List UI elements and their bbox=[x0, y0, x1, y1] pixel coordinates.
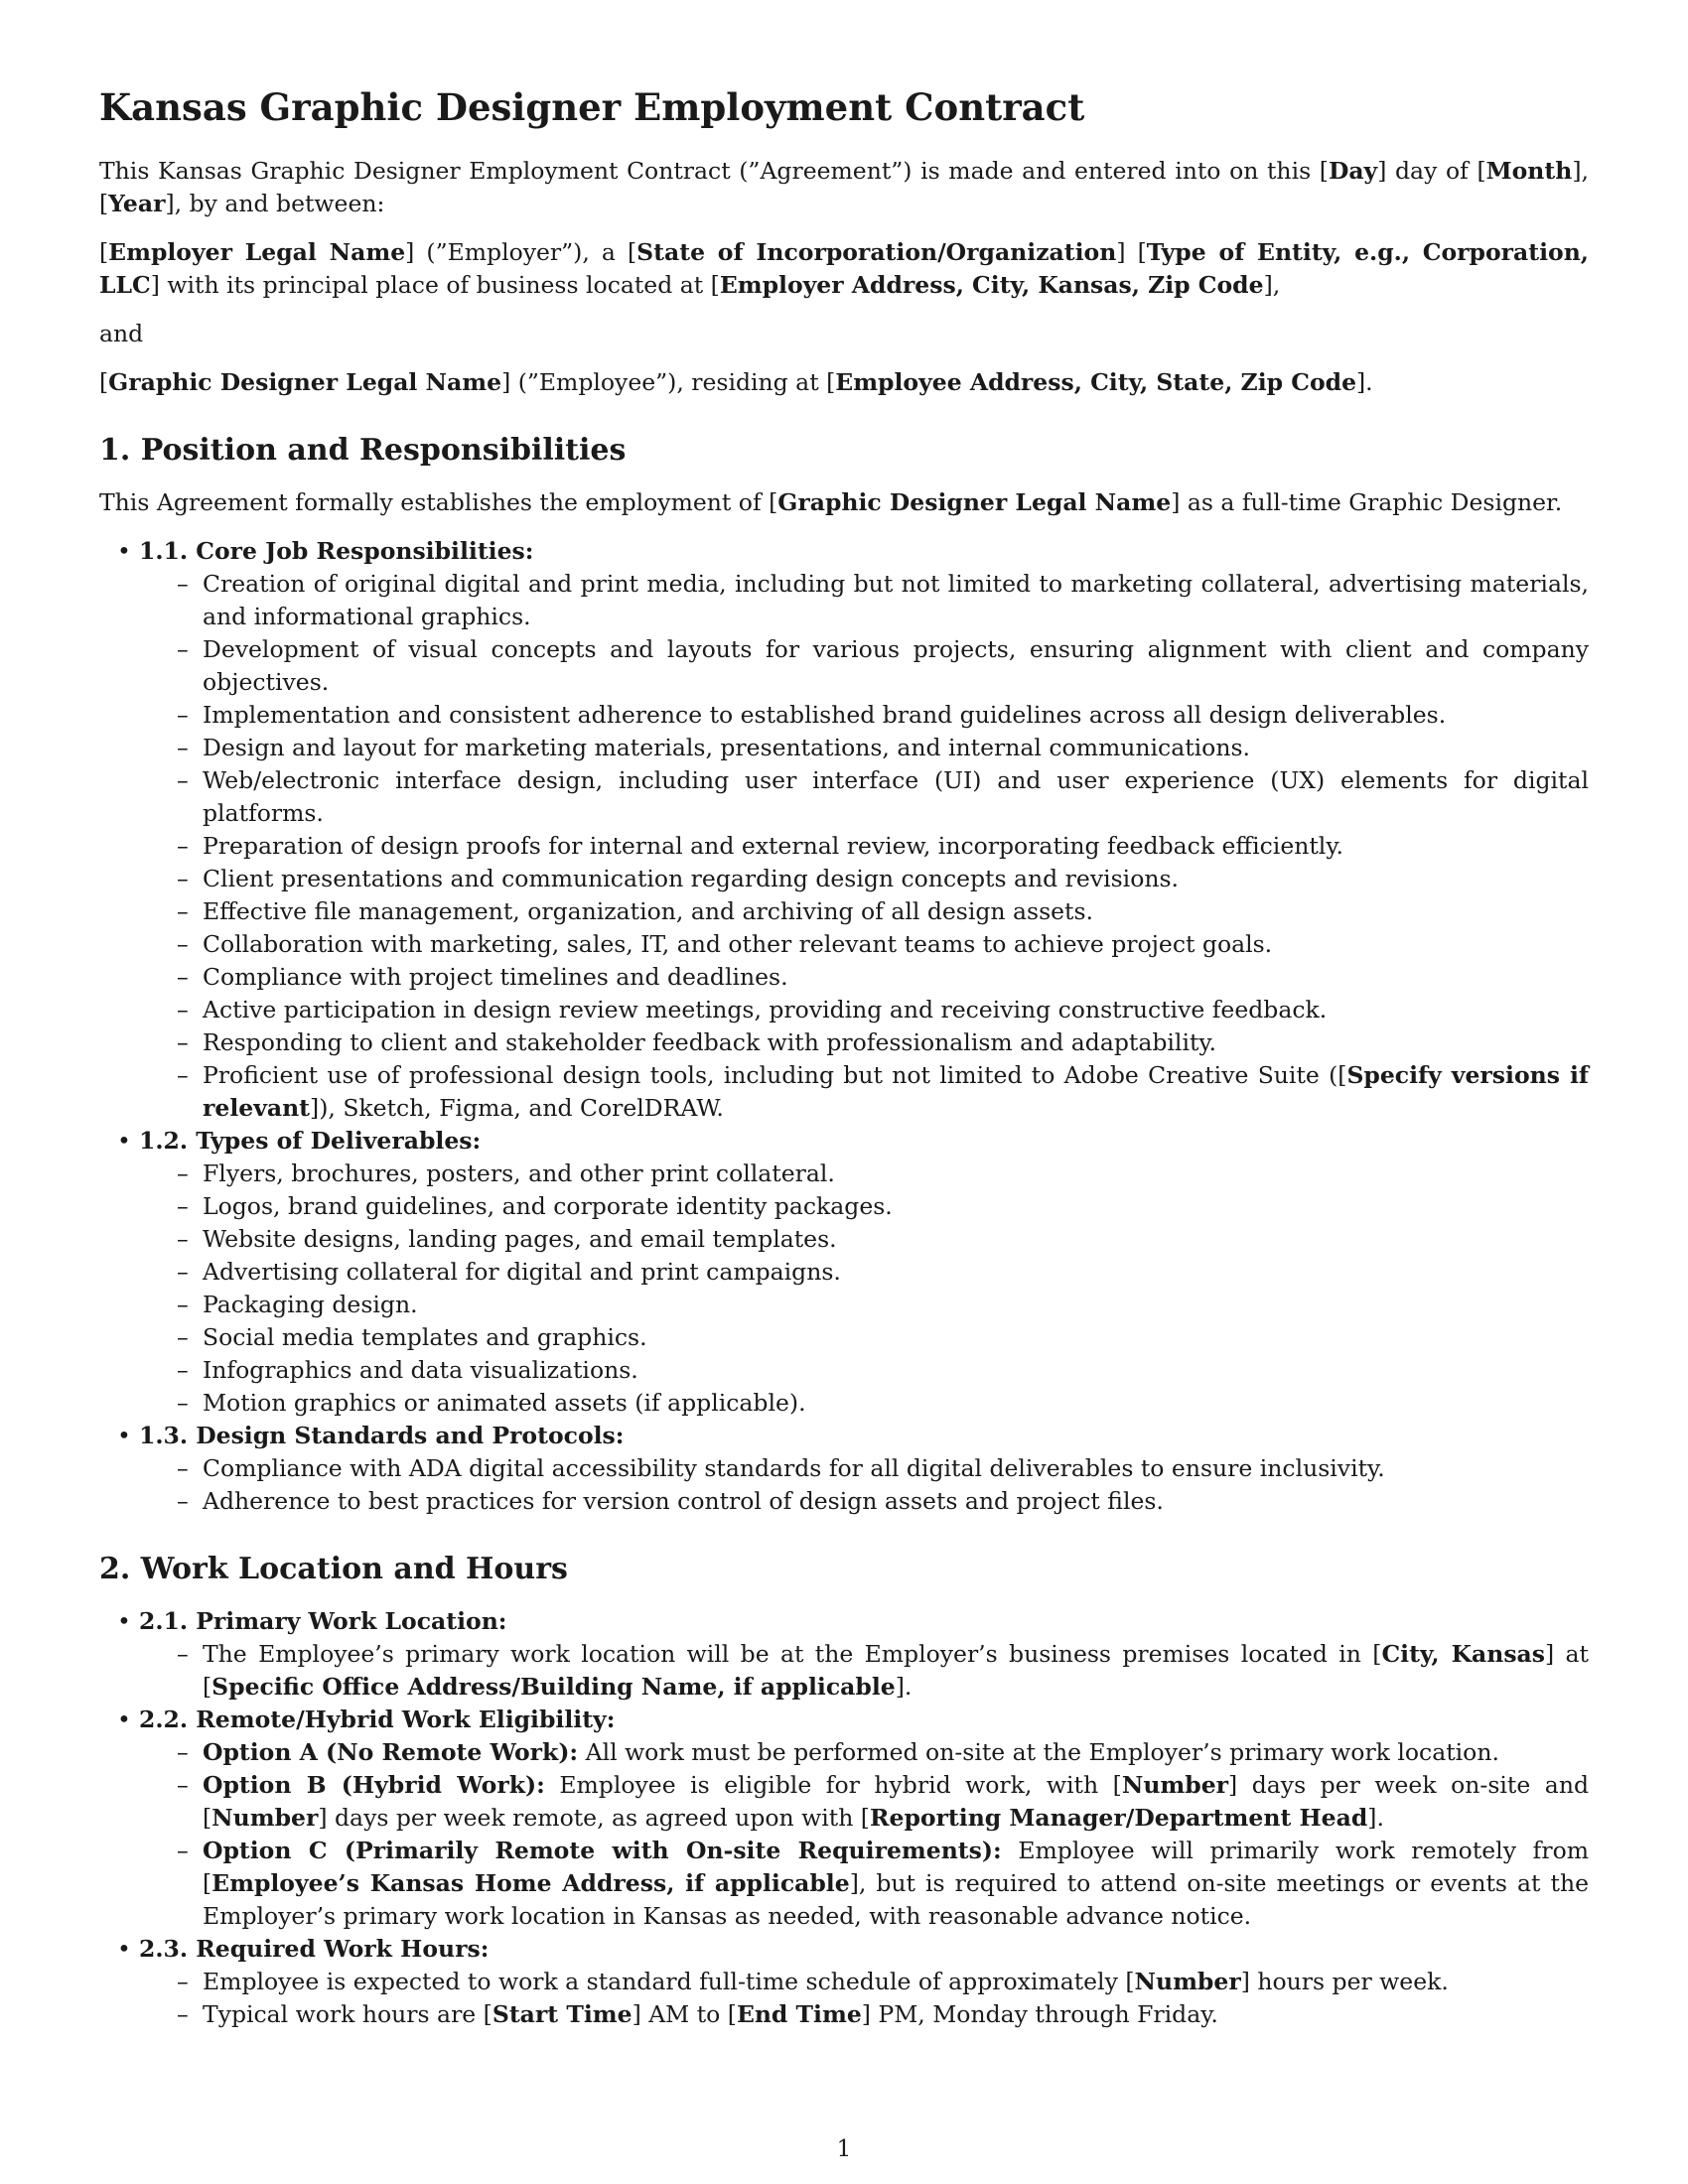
list-item: – Infographics and data visualizations. bbox=[203, 1354, 1589, 1387]
list-item: – Typical work hours are [Start Time] AM to [End Time] PM, Monday through Friday. bbox=[203, 1998, 1589, 2031]
list-item: – Client presentations and communication regarding design concepts and revisions. bbox=[203, 863, 1589, 895]
section-1-lead: This Agreement formally establishes the employment of [Graphic Designer Legal Name] as a full-time Graphic Designer. bbox=[99, 488, 1563, 517]
list-item: – Active participation in design review meetings, providing and receiving constructive feedback. bbox=[203, 994, 1589, 1026]
list-item: – Compliance with ADA digital accessibility standards for all digital deliverables to ensure inclusivity. bbox=[203, 1452, 1589, 1485]
section-2-heading: 2. Work Location and Hours bbox=[99, 1552, 568, 1587]
list-item: – Creation of original digital and print media, including but not limited to marketing collateral, advertising materials, and informational graphics. bbox=[203, 568, 1589, 633]
list-item: – Flyers, brochures, posters, and other print collateral. bbox=[203, 1158, 1589, 1190]
placeholder-employee-name: Graphic Designer Legal Name bbox=[108, 368, 502, 397]
subsection-1-2: • 1.2. Types of Deliverables: – Flyers, brochures, posters, and other print collateral. – Logos, brand guidelines, and corporate identity packages. – Website designs, landing pages, and email templates. – Advertising collateral for digital and print campaigns. – Packaging design. – Social media templates and graphics. – Infographics and data visualizations. – Motion graphics or animated assets (if applicable). bbox=[139, 1125, 1589, 1420]
list-item: – Effective file management, organization, and archiving of all design assets. bbox=[203, 895, 1589, 928]
list-item: – Preparation of design proofs for internal and external review, incorporating feedback efficiently. bbox=[203, 830, 1589, 863]
placeholder-employer-address: Employer Address, City, Kansas, Zip Code bbox=[719, 271, 1264, 300]
placeholder-office-address: Specific Office Address/Building Name, if applicable bbox=[211, 1673, 896, 1702]
document-page bbox=[99, 85, 1589, 2031]
list-item: – Design and layout for marketing materials, presentations, and internal communications. bbox=[203, 732, 1589, 764]
section-2-list bbox=[99, 1605, 1589, 2031]
list-item: – Motion graphics or animated assets (if applicable). bbox=[203, 1387, 1589, 1420]
subsection-2-2: • 2.2. Remote/Hybrid Work Eligibility: – Option A (No Remote Work): All work must be performed on-site at the Employer’s primary work location. – Option B (Hybrid Work): Employee is eligible for hybrid work, with [Number] days per week on-site and [Number] days per week remote, as agreed upon with [Reporting Manager/Department Head]. – Option C (Primarily Remote with On-site Requirements): Employee will primarily work remotely from [Employee’s Kansas Home Address, if applicable], but is required to attend on-site meetings or events at the Employer’s primary work location in Kansas as needed, with reasonable advance notice. bbox=[139, 1704, 1589, 1933]
subsection-2-3: • 2.3. Required Work Hours: – Employee is expected to work a standard full-time schedule of approximately [Number] hours per week. – Typical work hours are [Start Time] AM to [End Time] PM, Monday through Friday. bbox=[139, 1933, 1589, 2031]
list-item: – Compliance with project timelines and deadlines. bbox=[203, 961, 1589, 994]
placeholder-city: City, Kansas bbox=[1381, 1640, 1546, 1669]
intro-paragraph: This Kansas Graphic Designer Employment Contract (”Agreement”) is made and entered into on this [Day] day of [Month], [Year], by and between: bbox=[99, 157, 1589, 218]
option-c: – Option C (Primarily Remote with On-site Requirements): Employee will primarily work remotely from [Employee’s Kansas Home Address, if applicable], but is required to attend on-site meetings or events at the Employer’s primary work location in Kansas as needed, with reasonable advance notice. bbox=[203, 1835, 1589, 1933]
employer-party: [Employer Legal Name] (”Employer”), a [State of Incorporation/Organization] [Type of Entity, e.g., Corporation, LLC] with its principal place of business located at [Employer Address, City, Kansas, Zip Code], bbox=[99, 238, 1589, 300]
option-a: – Option A (No Remote Work): All work must be performed on-site at the Employer’s primary work location. bbox=[203, 1736, 1589, 1769]
list-item: – Web/electronic interface design, including user interface (UI) and user experience (UX) elements for digital platforms. bbox=[203, 764, 1589, 830]
subsection-1-1: • 1.1. Core Job Responsibilities: – Creation of original digital and print media, including but not limited to marketing collateral, advertising materials, and informational graphics. – Development of visual concepts and layouts for various projects, ensuring alignment with client and company objectives. – Implementation and consistent adherence to established brand guidelines across all design deliverables. – Design and layout for marketing materials, presentations, and internal communications. – Web/electronic interface design, including user interface (UI) and user experience (UX) elements for digital platforms. – Preparation of design proofs for internal and external review, incorporating feedback efficiently. – Client presentations and communication regarding design concepts and revisions. – Effective file management, organization, and archiving of all design assets. – Collaboration with marketing, sales, IT, and other relevant teams to achieve project goals. – Compliance with project timelines and deadlines. – Active participation in design review meetings, providing and receiving constructive feedback. – Responding to client and stakeholder feedback with professionalism and adaptability. – Proficient use of professional design tools, including but not limited to Adobe Creative Suite ([Specify versions if relevant]), Sketch, Figma, and CorelDRAW. bbox=[139, 535, 1589, 1125]
list-item: – Collaboration with marketing, sales, IT, and other relevant teams to achieve project goals. bbox=[203, 928, 1589, 961]
core-responsibilities-list bbox=[139, 568, 1589, 1125]
section-1-list bbox=[99, 535, 1589, 1518]
list-item: – Development of visual concepts and layouts for various projects, ensuring alignment with client and company objectives. bbox=[203, 633, 1589, 699]
employee-party: [Graphic Designer Legal Name] (”Employee”), residing at [Employee Address, City, State, Zip Code]. bbox=[99, 368, 1373, 397]
placeholder-year: Year bbox=[108, 190, 166, 218]
option-b: – Option B (Hybrid Work): Employee is eligible for hybrid work, with [Number] days per week on-site and [Number] days per week remote, as agreed upon with [Reporting Manager/Department Head]. bbox=[203, 1769, 1589, 1835]
placeholder-entity-type: Type of Entity, e.g., Corporation, LLC bbox=[99, 238, 1589, 300]
list-item: – Advertising collateral for digital and print campaigns. bbox=[203, 1256, 1589, 1289]
list-item: – The Employee’s primary work location will be at the Employer’s business premises located in [City, Kansas] at [Specific Office Address/Building Name, if applicable]. bbox=[203, 1638, 1589, 1704]
design-standards-list bbox=[139, 1452, 1589, 1518]
and-text: and bbox=[99, 320, 144, 348]
document-title: Kansas Graphic Designer Employment Contract bbox=[99, 85, 1085, 129]
list-item: – Social media templates and graphics. bbox=[203, 1321, 1589, 1354]
list-item: – Logos, brand guidelines, and corporate identity packages. bbox=[203, 1190, 1589, 1223]
section-1-heading: 1. Position and Responsibilities bbox=[99, 433, 627, 469]
placeholder-day: Day bbox=[1328, 157, 1378, 186]
list-item: – Website designs, landing pages, and email templates. bbox=[203, 1223, 1589, 1256]
list-item: – Packaging design. bbox=[203, 1289, 1589, 1321]
placeholder-state: State of Incorporation/Organization bbox=[636, 238, 1117, 267]
list-item: – Employee is expected to work a standard full-time schedule of approximately [Number] hours per week. bbox=[203, 1966, 1589, 1998]
list-item: – Implementation and consistent adherence to established brand guidelines across all design deliverables. bbox=[203, 699, 1589, 732]
placeholder-month: Month bbox=[1485, 157, 1573, 186]
deliverables-list bbox=[139, 1158, 1589, 1420]
list-item: – Proficient use of professional design tools, including but not limited to Adobe Creative Suite ([Specify versions if relevant]), Sketch, Figma, and CorelDRAW. bbox=[203, 1059, 1589, 1125]
list-item: – Adherence to best practices for version control of design assets and project files. bbox=[203, 1485, 1589, 1518]
list-item: – Responding to client and stakeholder feedback with professionalism and adaptability. bbox=[203, 1026, 1589, 1059]
page-number: 1 bbox=[836, 2136, 852, 2162]
placeholder-employee-address: Employee Address, City, State, Zip Code bbox=[835, 368, 1357, 397]
subsection-1-3: • 1.3. Design Standards and Protocols: – Compliance with ADA digital accessibility standards for all digital deliverables to ensure inclusivity. – Adherence to best practices for version control of design assets and project files. bbox=[139, 1420, 1589, 1518]
placeholder-employer-name: Employer Legal Name bbox=[108, 238, 406, 267]
subsection-2-1: • 2.1. Primary Work Location: – The Employee’s primary work location will be at the Employer’s business premises located in [City, Kansas] at [Specific Office Address/Building Name, if applicable]. bbox=[139, 1605, 1589, 1704]
placeholder-versions: Specify versions if relevant bbox=[203, 1061, 1589, 1123]
